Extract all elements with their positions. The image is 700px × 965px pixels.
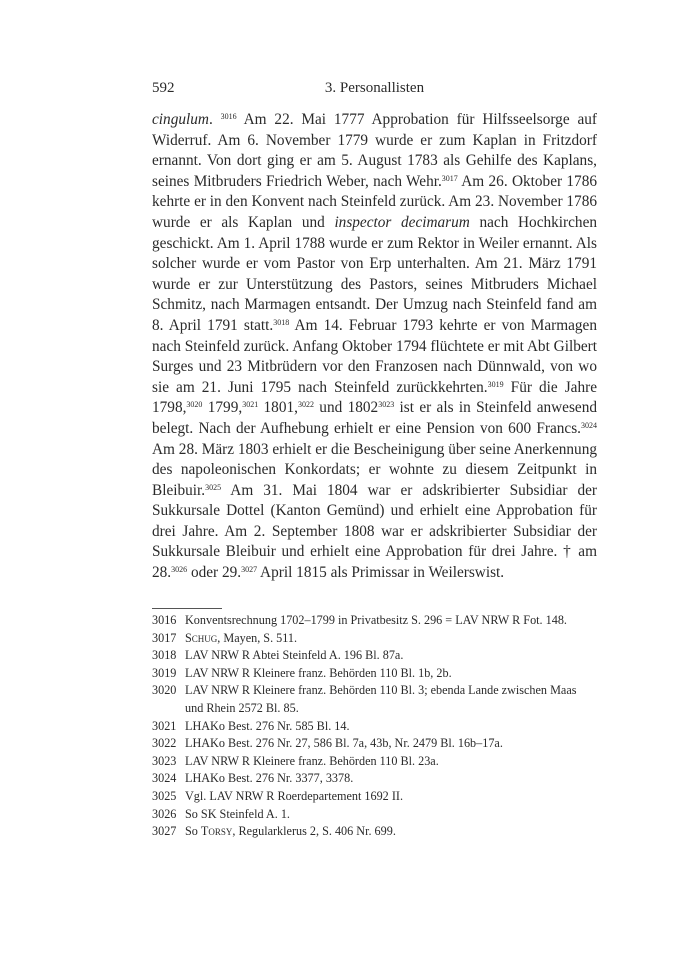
- footnote: [152, 718, 597, 736]
- footnote-text: So SK Steinfeld A. 1.: [185, 806, 290, 821]
- footnote-text: Vgl. LAV NRW R Roerdepartement 1692 II.: [185, 788, 403, 803]
- footnote-text: LHAKo Best. 276 Nr. 585 Bl. 14.: [185, 718, 350, 733]
- footnote-number: 3021: [152, 718, 177, 733]
- footnote-number: 3016: [152, 613, 177, 627]
- footnote-text: LAV NRW R Abtei Steinfeld A. 196 Bl. 87a.: [185, 648, 404, 663]
- text-run: Am 22. Mai 1777 Approbation für Hilfsseelsorge auf Widerruf. Am 6. November 1779 wurde er zum Kaplan in Fritzdorf ernannt. Von dort ging er am 5. August 1783 als Gehilfe des Kaplans, seines Mitbruders Friedrich Weber, nach Wehr.: [152, 111, 597, 190]
- page-number: 592: [152, 80, 175, 96]
- footnote: [152, 647, 597, 665]
- footnote-text: Schug, Mayen, S. 511.: [185, 630, 298, 645]
- footnote-ref[interactable]: 3025: [205, 482, 222, 492]
- footnote-separator: [152, 608, 222, 609]
- page-header: [152, 80, 597, 102]
- footnote: [152, 806, 597, 824]
- footnote-number: 3018: [152, 648, 177, 663]
- footnote-ref[interactable]: 3021: [242, 400, 259, 410]
- footnote-ref[interactable]: 3022: [297, 400, 314, 410]
- footnote: [152, 770, 597, 788]
- footnote-number: 3022: [152, 736, 177, 751]
- text-run: Am 14. Februar 1793 kehrte er von Marmagen nach Steinfeld zurück. Anfang Oktober 1794 flüchtete er mit Abt Gilbert Surges und 23 Mitbrüdern vor den Franzosen nach Dünnwald, von wo sie am 21. Juni 1795 nach Steinfeld zurückkehrten.: [152, 316, 597, 396]
- footnote-ref[interactable]: 3020: [186, 400, 203, 410]
- footnote-text: LAV NRW R Kleinere franz. Behörden 110 Bl. 23a.: [185, 753, 439, 768]
- text-run: Für die Jahre 1798,: [152, 378, 597, 417]
- footnote-number: 3026: [152, 806, 177, 821]
- running-title: 3. Personallisten: [324, 80, 425, 96]
- text-run: ist er als in Steinfeld anwesend belegt. Nach der Aufhebung erhielt er eine Pension von 600 Francs.: [152, 399, 598, 437]
- footnote-number: 3023: [152, 753, 177, 768]
- text-run: und 1802: [313, 399, 379, 417]
- footnote-text: LHAKo Best. 276 Nr. 27, 586 Bl. 7a, 43b, Nr. 2479 Bl. 16b–17a.: [185, 736, 503, 751]
- text-run: .: [208, 111, 221, 128]
- footnote-ref[interactable]: 3016: [220, 112, 237, 121]
- footnote-number: 3019: [152, 665, 177, 680]
- author-smallcaps: Schug: [185, 630, 218, 645]
- text-run: oder 29.: [187, 564, 242, 582]
- footnote-number: 3024: [152, 771, 177, 786]
- main-paragraph: [152, 110, 597, 584]
- footnote: [152, 823, 597, 841]
- footnote-ref[interactable]: 3026: [171, 565, 188, 575]
- footnote-ref[interactable]: 3019: [487, 379, 504, 389]
- footnote-number: 3017: [152, 630, 177, 645]
- text-run: Am 28. März 1803 erhielt er die Bescheinigung über seine Anerkennung des napoleonischen Konkordats; er wohnte zu diesem Zeitpunkt in Bleibuir.: [152, 440, 597, 499]
- footnote-number: 3020: [152, 683, 177, 698]
- footnote: [152, 630, 597, 648]
- footnote-ref[interactable]: 3017: [441, 173, 458, 183]
- footnote-number: 3025: [152, 788, 177, 803]
- footnote-text: LAV NRW R Kleinere franz. Behörden 110 Bl. 1b, 2b.: [185, 665, 452, 680]
- text-run: 1799,: [202, 399, 243, 417]
- footnote-ref[interactable]: 3018: [273, 317, 290, 327]
- footnote: [152, 665, 597, 683]
- text-run: April 1815 als Primissar in Weilerswist.: [257, 564, 505, 582]
- footnote-ref[interactable]: 3027: [241, 565, 258, 575]
- italic-term: cingulum: [152, 111, 209, 128]
- footnotes: [152, 612, 597, 841]
- text-run: nach Hochkirchen geschickt. Am 1. April 1788 wurde er zum Rektor in Weiler ernannt. Als solcher wurde er vom Pastor von Erp unterhalten. Am 21. März 1791 wurde er zur Unterstützung des Pastors, seines Mitbruders Michael Schmitz, nach Marmagen entsandt. Der Umzug nach Steinfeld fand am 8. April 1791 statt.: [152, 213, 598, 334]
- footnote: [152, 788, 597, 806]
- footnote-ref[interactable]: 3023: [378, 400, 395, 410]
- footnote-text: Konventsrechnung 1702–1799 in Privatbesitz S. 296 = LAV NRW R Fot. 148.: [185, 613, 567, 627]
- text-run: Am 26. Oktober 1786 kehrte er in den Konvent nach Steinfeld zurück. Am 23. November 1786 wurde er als Kaplan und: [152, 172, 597, 231]
- footnote-ref[interactable]: 3024: [581, 420, 597, 430]
- footnote: [152, 753, 597, 771]
- footnote-text: LHAKo Best. 276 Nr. 3377, 3378.: [185, 771, 354, 786]
- footnote: [152, 735, 597, 753]
- footnote-number: 3027: [152, 824, 177, 839]
- text-run: Am 31. Mai 1804 war er adskribierter Subsidiar der Sukkursale Dottel (Kanton Gemünd) und erhielt eine Approbation für drei Jahre. Am 2. September 1808 war er adskribierter Subsidiar der Sukkursale Bleibuir und erhielt eine Approbation für drei Jahre. † am 28.: [152, 481, 597, 582]
- footnote-text: So Torsy, Regularklerus 2, S. 406 Nr. 699.: [185, 824, 396, 839]
- footnote: [152, 612, 597, 630]
- footnote-text: LAV NRW R Kleinere franz. Behörden 110 Bl. 3; ebenda Lande zwischen Maas und Rhein 2572 Bl. 85.: [185, 683, 577, 715]
- text-run: 1801,: [258, 399, 298, 417]
- italic-term: inspector decimarum: [334, 213, 470, 231]
- footnote: [152, 682, 597, 717]
- author-smallcaps: Torsy: [200, 824, 233, 839]
